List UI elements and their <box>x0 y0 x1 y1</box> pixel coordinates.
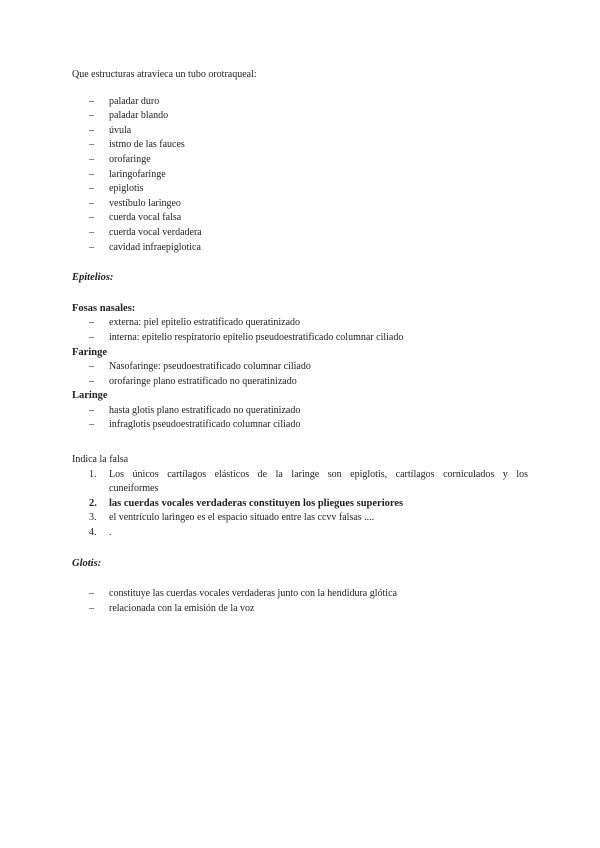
list-item: – externa: piel epitelio estratificado queratinizado <box>72 316 528 331</box>
dash-icon: – <box>89 317 94 329</box>
list-item: – Nasofaringe: pseudoestratificado columnar ciliado <box>72 360 528 375</box>
item-number: 1. <box>89 468 97 480</box>
question-2-list <box>72 468 528 541</box>
question-2-title: Indica la falsa <box>72 454 129 466</box>
list-item: – constituye las cuerdas vocales verdaderas junto con la hendidura glótica <box>72 587 528 602</box>
item-number: 2. <box>89 497 97 509</box>
dash-icon: – <box>89 602 94 614</box>
dash-icon: – <box>89 139 94 151</box>
item-number: 3. <box>89 512 97 524</box>
fosas-nasales-heading: Fosas nasales: <box>72 302 136 314</box>
dash-icon: – <box>89 404 94 416</box>
dash-icon: – <box>89 153 94 165</box>
list-item: – paladar duro <box>72 95 528 110</box>
list-item: – vestíbulo laringeo <box>72 197 528 212</box>
list-item: – orofaringe <box>72 153 528 168</box>
epitelios-heading: Epitelios: <box>72 272 114 284</box>
list-item: – cavidad infraepiglotica <box>72 241 528 256</box>
dash-icon: – <box>89 361 94 373</box>
list-item: – epiglotis <box>72 182 528 197</box>
list-item: – cuerda vocal falsa <box>72 211 528 226</box>
glotis-heading: Glotis: <box>72 557 102 569</box>
list-item: – cuerda vocal verdadera <box>72 226 528 241</box>
laringe-heading: Laringe <box>72 390 108 402</box>
list-item: – interna: epitelio respiratorio epitelio pseudoestratificado columnar ciliado <box>72 331 528 346</box>
dash-icon: – <box>89 168 94 180</box>
dash-icon: – <box>89 241 94 253</box>
dash-icon: – <box>89 95 94 107</box>
dash-icon: – <box>89 183 94 195</box>
list-item: – paladar blando <box>72 109 528 124</box>
question-1-title: Que estructuras atravieca un tubo orotraqueal: <box>72 69 257 80</box>
list-item: – hasta glotis plano estratificado no queratinizado <box>72 404 528 419</box>
dash-icon: – <box>89 588 94 600</box>
faringe-heading: Faringe <box>72 346 107 358</box>
dash-icon: – <box>89 197 94 209</box>
question-1-list <box>72 95 528 256</box>
numbered-item: 2. las cuerdas vocales verdaderas constituyen los pliegues superiores <box>72 497 528 512</box>
list-item: – istmo de las fauces <box>72 138 528 153</box>
numbered-item: 4. . <box>72 526 528 541</box>
list-item: – infraglotis pseudoestratificado columnar ciliado <box>72 418 528 433</box>
list-item: – laringofaringe <box>72 168 528 183</box>
list-item: – úvula <box>72 124 528 139</box>
dash-icon: – <box>89 226 94 238</box>
list-item: – orofaringe plano estratificado no queratinizado <box>72 375 528 390</box>
numbered-item: 1. Los únicos cartílagos elásticos de la laringe son epiglotis, cartílagos corniculados y los cuneiformes <box>89 468 528 495</box>
numbered-item: 3. el ventrículo laringeo es el espacio situado entre las ccvv falsas .... <box>72 511 528 526</box>
dash-icon: – <box>89 212 94 224</box>
dash-icon: – <box>89 110 94 122</box>
dash-icon: – <box>89 331 94 343</box>
item-number: 4. <box>89 527 97 539</box>
list-item: – relacionada con la emisión de la voz <box>72 602 528 617</box>
dash-icon: – <box>89 419 94 431</box>
dash-icon: – <box>89 375 94 387</box>
dash-icon: – <box>89 124 94 136</box>
